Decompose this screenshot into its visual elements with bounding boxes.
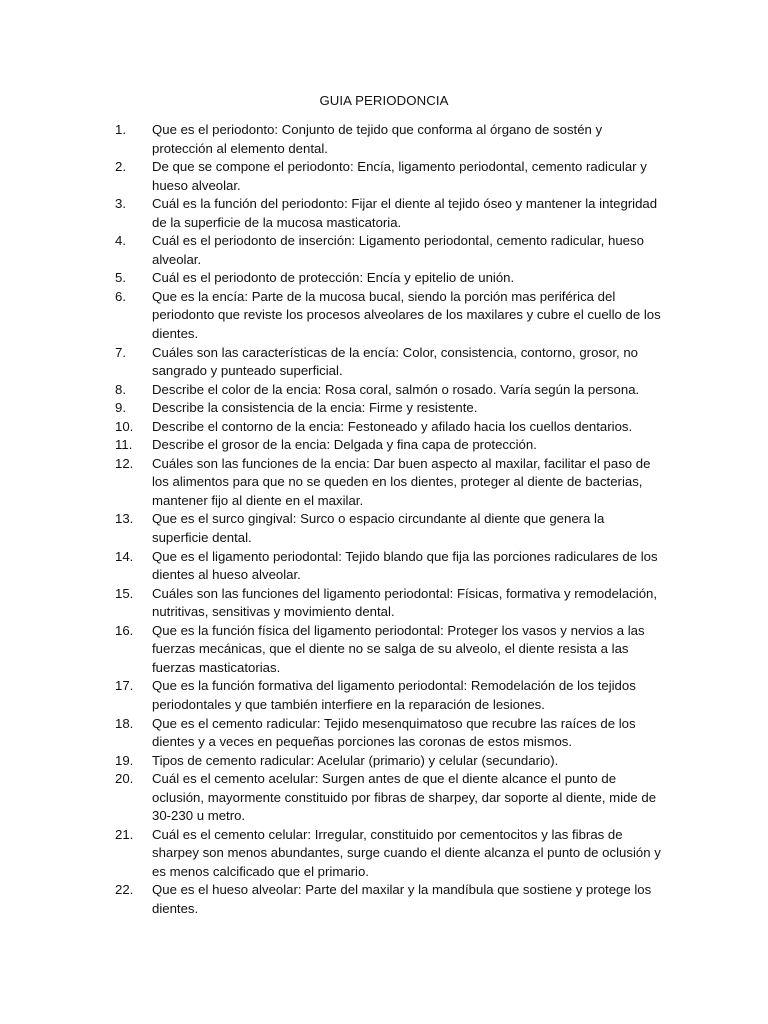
item-number: 3.	[115, 196, 126, 212]
item-text: Que es el ligamento periodontal: Tejido blando que fija las porciones radiculares de los dientes al hueso alveolar.	[152, 548, 658, 583]
item-number: 7.	[115, 344, 126, 360]
item-text: Cuál es la función del periodonto: Fijar el diente al tejido óseo y mantener la integridad de la superficie de la mucosa masticatoria.	[152, 196, 658, 230]
item-number: 22.	[115, 882, 134, 898]
item-text: Que es la encía: Parte de la mucosa bucal, siendo la porción mas periférica del periodonto que reviste los procesos alveolares de los maxilares y cubre el cuello de los dientes.	[152, 288, 661, 342]
item-text: Cuáles son las funciones del ligamento periodontal: Físicas, formativa y remodelación, nutritivas, sensitivas y movimiento dental.	[152, 585, 658, 620]
list-item	[115, 436, 664, 455]
list-item	[115, 548, 664, 585]
item-text: Cuál es el cemento celular: Irregular, constituido por cementocitos y las fibras de sharpey son menos abundantes, surge cuando el diente alcanza el punto de oclusión y es menos calcificado que el primario.	[152, 826, 661, 879]
item-text: Que es el periodonto: Conjunto de tejido que conforma al órgano de sostén y protección al elemento dental.	[152, 122, 603, 156]
item-number: 21.	[115, 826, 134, 842]
item-text: Cuáles son las características de la encía: Color, consistencia, contorno, grosor, no sangrado y punteado superficial.	[152, 344, 638, 379]
item-number: 14.	[115, 548, 134, 564]
list-item	[115, 585, 664, 622]
list-item	[115, 195, 664, 232]
item-text: Que es la función física del ligamento periodontal: Proteger los vasos y nervios a las fuerzas mecánicas, que el diente no se salga de su alveolo, el diente resista a las fuerzas masticatorias.	[152, 622, 645, 675]
item-text: Cuál es el cemento acelular: Surgen antes de que el diente alcance el punto de oclusión, mayormente constituido por fibras de sharpey, dar soporte al diente, mide de 30-230 u metro.	[152, 771, 657, 824]
item-number: 11.	[115, 437, 133, 453]
item-text: Describe la consistencia de la encia: Firme y resistente.	[152, 400, 478, 416]
item-text: De que se compone el periodonto: Encía, ligamento periodontal, cemento radicular y hueso alveolar.	[152, 159, 647, 193]
item-text: Cuál es el periodonto de protección: Encía y epitelio de unión.	[152, 270, 515, 286]
list-item	[115, 510, 664, 547]
item-text: Cuáles son las funciones de la encia: Dar buen aspecto al maxilar, facilitar el paso de los alimentos para que no se queden en los dientes, proteger al diente de bacterias, mantener fijo al diente en el maxilar.	[152, 455, 651, 508]
item-number: 8.	[115, 381, 126, 397]
list-item	[115, 677, 664, 714]
item-text: Que es la función formativa del ligamento periodontal: Remodelación de los tejidos periodontales y que también interfiere en la reparación de lesiones.	[152, 678, 636, 712]
item-text: Que es el cemento radicular: Tejido mesenquimatoso que recubre las raíces de los dientes y a veces en pequeñas porciones las coronas de estos mismos.	[152, 715, 636, 750]
item-number: 15.	[115, 585, 134, 601]
list-item	[115, 288, 664, 344]
list-item	[115, 418, 664, 437]
item-text: Que es el hueso alveolar: Parte del maxilar y la mandíbula que sostiene y protege los dientes.	[152, 882, 652, 916]
list-item	[115, 455, 664, 511]
list-item	[115, 770, 664, 826]
list-item	[115, 158, 664, 195]
item-number: 2.	[115, 159, 126, 175]
item-number: 6.	[115, 288, 126, 304]
item-number: 18.	[115, 715, 134, 731]
list-item	[115, 232, 664, 269]
page-title: GUIA PERIODONCIA	[319, 93, 449, 108]
list-item	[115, 399, 664, 418]
item-number: 17.	[115, 678, 134, 694]
item-number: 4.	[115, 233, 126, 249]
item-number: 5.	[115, 270, 126, 286]
item-number: 19.	[115, 752, 134, 768]
list-item	[115, 622, 664, 678]
list-item	[115, 715, 664, 752]
list-item	[115, 344, 664, 381]
item-number: 10.	[115, 418, 134, 434]
item-text: Describe el color de la encia: Rosa coral, salmón o rosado. Varía según la persona.	[152, 381, 640, 397]
item-number: 1.	[115, 122, 126, 137]
question-list	[115, 121, 664, 919]
item-text: Cuál es el periodonto de inserción: Ligamento periodontal, cemento radicular, hueso alveolar.	[152, 233, 644, 267]
item-number: 13.	[115, 511, 134, 527]
list-item	[115, 826, 664, 882]
list-item	[115, 121, 664, 158]
item-text: Describe el contorno de la encia: Festoneado y afilado hacia los cuellos dentarios.	[152, 418, 633, 434]
item-text: Describe el grosor de la encia: Delgada y fina capa de protección.	[152, 437, 537, 453]
item-text: Tipos de cemento radicular: Acelular (primario) y celular (secundario).	[152, 752, 559, 768]
item-number: 9.	[115, 400, 126, 416]
list-item	[115, 752, 664, 771]
item-text: Que es el surco gingival: Surco o espacio circundante al diente que genera la superficie dental.	[152, 511, 605, 546]
item-number: 16.	[115, 622, 134, 638]
list-item	[115, 269, 664, 288]
item-number: 20.	[115, 771, 134, 787]
list-item	[115, 381, 664, 400]
item-number: 12.	[115, 455, 134, 471]
list-item	[115, 881, 664, 918]
